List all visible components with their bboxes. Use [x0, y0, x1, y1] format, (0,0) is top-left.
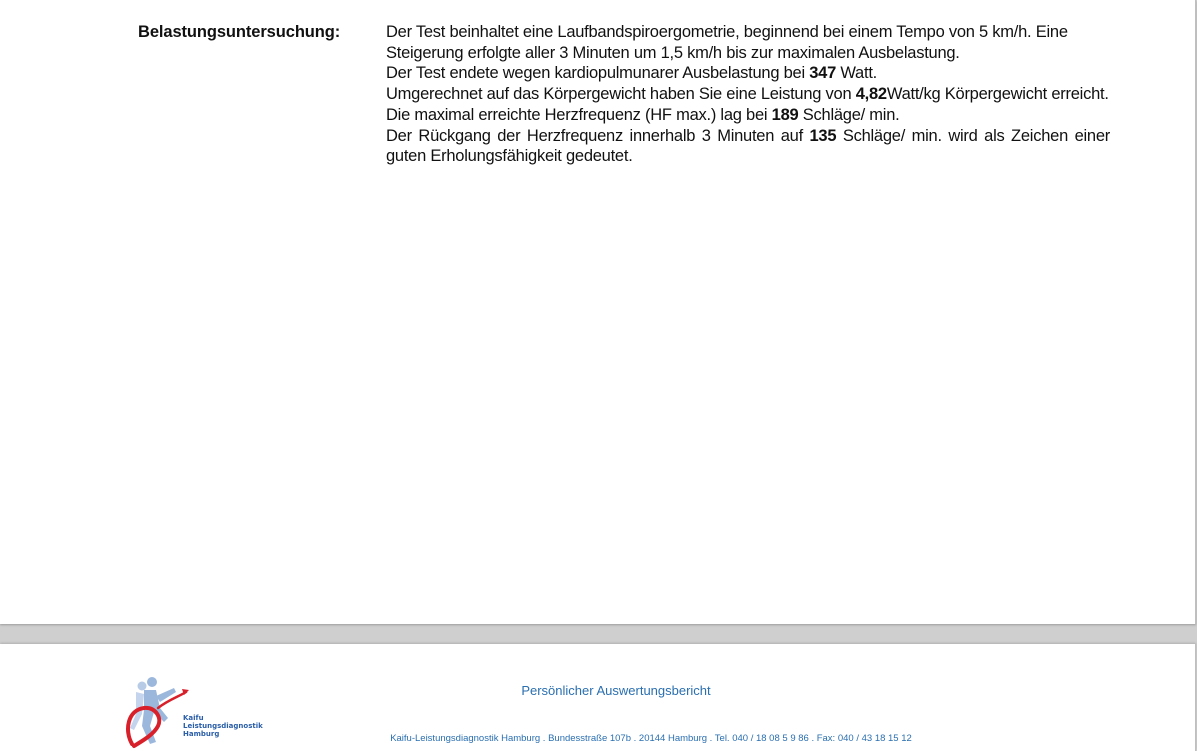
- section-label: Belastungsuntersuchung:: [138, 23, 341, 41]
- logo-line-3: Hamburg: [183, 730, 220, 738]
- paragraph-watt-per-kg: [386, 84, 1110, 105]
- section-content: [386, 22, 1110, 167]
- footer-page: [0, 644, 1196, 751]
- logo-line-1: Kaifu: [183, 714, 204, 722]
- watt-per-kg-value: 4,82: [855, 85, 887, 104]
- hf-max-text: Die maximal erreichte Herzfrequenz (HF max.) lag bei: [386, 105, 772, 124]
- hf-max-unit: Schläge/ min.: [798, 105, 900, 124]
- hf-max-value: 189: [771, 105, 799, 124]
- paragraph-hf-max: [386, 105, 1110, 126]
- recovery-text: Der Rückgang der Herzfrequenz innerhalb 3 Minuten auf: [386, 126, 810, 145]
- recovery-unit: Schläge/ min. wird als Zeichen einer guten Erholungsfähigkeit gedeutet.: [386, 126, 1111, 166]
- watt-per-kg-unit: Watt/kg Körpergewicht erreicht.: [886, 85, 1109, 104]
- watt-unit: Watt.: [836, 64, 877, 83]
- logo-line-2: Leistungsdiagnostik: [183, 722, 263, 730]
- watt-text: Der Test endete wegen kardiopulmunarer Ausbelastung bei: [386, 64, 810, 83]
- footer-address: Kaifu-Leistungsdiagnostik Hamburg . Bundesstraße 107b . 20144 Hamburg . Tel. 040 / 18 08 5 9 86 . Fax: 040 / 43 18 15 12: [390, 733, 912, 744]
- paragraph-protocol: [386, 22, 1110, 63]
- watt-per-kg-text: Umgerechnet auf das Körpergewicht haben Sie eine Leistung von: [386, 85, 856, 104]
- watt-value: 347: [809, 64, 837, 83]
- protocol-text: Der Test beinhaltet eine Laufbandspiroergometrie, beginnend bei einem Tempo von 5 km/h. Eine Steigerung erfolgte aller 3 Minuten um 1,5 km/h bis zur maximalen Ausbelastung.: [386, 23, 1068, 62]
- paragraph-recovery: [386, 126, 1110, 167]
- recovery-value: 135: [809, 126, 837, 145]
- paragraph-watt: [386, 63, 1110, 84]
- footer-title: Persönlicher Auswertungsbericht: [521, 683, 711, 698]
